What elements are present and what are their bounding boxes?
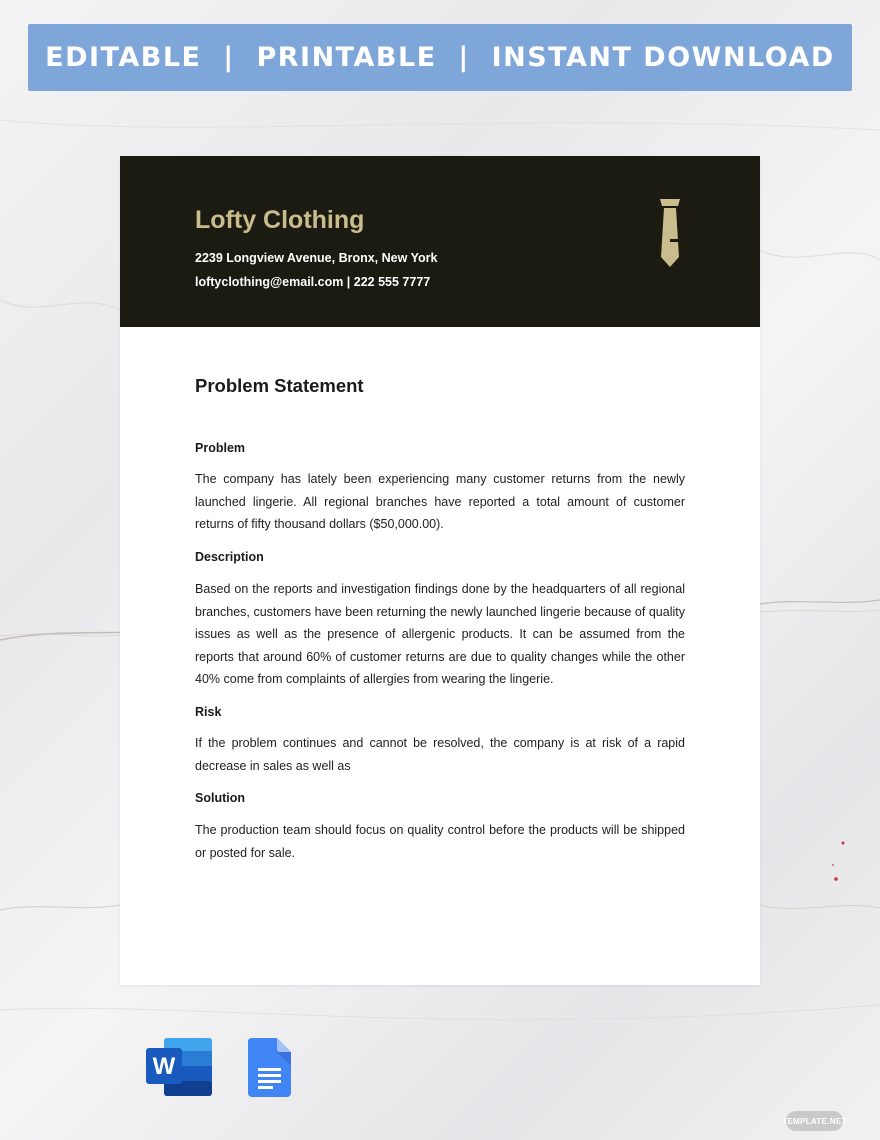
- company-name: Lofty Clothing: [195, 206, 365, 234]
- letterhead: [120, 156, 760, 327]
- google-docs-icon[interactable]: [248, 1038, 291, 1097]
- section-body-problem: The company has lately been experiencing many customer returns from the newly launched lingerie. All regional branches have reported a total amount of customer returns of fifty thousand dollars ($50,000.00).: [195, 472, 685, 531]
- word-icon[interactable]: [146, 1038, 212, 1096]
- section-body-risk: If the problem continues and cannot be resolved, the company is at risk of a rapid decrease in sales as well as: [195, 736, 685, 773]
- document-page: [120, 156, 760, 985]
- word-icon-letter: W: [152, 1053, 176, 1080]
- section-heading-solution: Solution: [195, 791, 245, 805]
- document-title: Problem Statement: [195, 375, 364, 396]
- section-body-solution: The production team should focus on quality control before the products will be shipped or posted for sale.: [195, 823, 685, 860]
- template-watermark: [782, 1111, 847, 1131]
- promo-banner: [28, 24, 852, 91]
- tie-icon: [658, 197, 682, 269]
- section-heading-risk: Risk: [195, 705, 222, 719]
- watermark-text: TEMPLATE.NET: [782, 1116, 847, 1126]
- section-heading-description: Description: [195, 550, 264, 564]
- section-heading-problem: Problem: [195, 441, 246, 455]
- company-address: 2239 Longview Avenue, Bronx, New York: [195, 251, 438, 265]
- company-contact: loftyclothing@email.com | 222 555 7777: [195, 275, 431, 289]
- section-body-description: Based on the reports and investigation findings done by the headquarters of all regional branches, customers have been returning the newly launched lingerie because of quality issues as well as the presence of allergenic products. It can be assumed from the reports that around 60% of customer returns are due to quality changes while the other 40% come from complaints of allergies from wearing the lingerie.: [195, 582, 685, 686]
- banner-text: EDITABLE | PRINTABLE | INSTANT DOWNLOAD: [45, 42, 835, 73]
